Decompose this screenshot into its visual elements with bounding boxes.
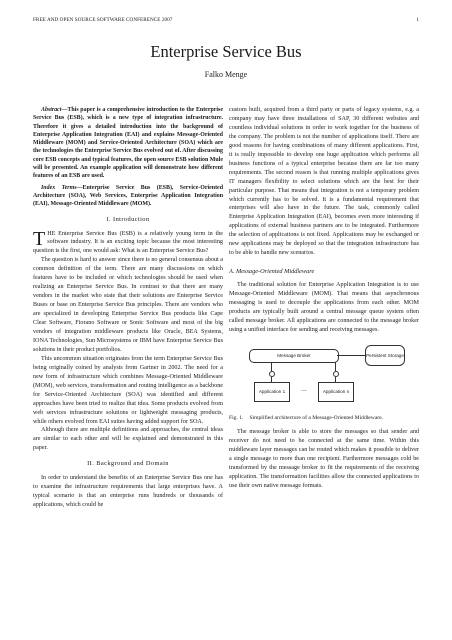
paper-title: Enterprise Service Bus [150, 42, 302, 61]
intro-paragraph-4: Although there are multiple definitions and approaches, the central ideas are similar to each other and will be explained and demonstrated in this paper. [33, 427, 223, 452]
abstract-label: Abstract [41, 107, 62, 113]
intro-paragraph-3: This uncommon situation originates from the term Enterprise Service Bus being originally coined by analysts from Gartner in 2002. The need for a new form of infrastructure which combines Message-Oriented Middleware (MOM), web services, transformation and routing intelligence as a backbone for Service-Oriented Architecture (SOA) was identified and different approaches have been tried to realize that idea. Some products evolved from web services infrastructure solutions or lightweight messaging products, while others evolved from EAI suites having added support for SOA. [33, 355, 223, 425]
intro-paragraph-1-text: HE Enterprise Service Bus (ESB) is a relatively young term in the software industry. It is an exciting topic because the most interesting question is the first, one would ask: What is an Enterprise Service Bus? [33, 230, 223, 255]
section-heading-background: II. Background and Domain [87, 460, 169, 468]
application-n-box: Application n [318, 382, 354, 402]
figure-caption-text: Simplified architecture of a Message-Oriented Middleware. [249, 414, 384, 421]
right-column [229, 106, 419, 491]
index-terms-label: Index Terms [41, 184, 77, 191]
intro-paragraph-2: The question is hard to answer since there is no general consensus about a common definition of the term. There are many discussions on which features have to be included or which technologies should be used when realizing an Enterprise Service Bus. In contrast to that there are many vendors in the market who state that their solutions are Enterprise Service Buses or base on Enterprise Service Bus principles. There are vendors who are specialized in developing Enterprise Service Bus products like Cape Clear Software, Fiorano Software or Sonic Software and most of the big vendors of integration middleware products like Oracle, BEA Systems, IONA Technologies, Sun Microsystems or IBM have Enterprise Service Bus solutions in their product portfolios. [33, 257, 223, 353]
drop-cap: T [33, 227, 46, 250]
conference-name: FREE AND OPEN SOURCE SOFTWARE CONFERENCE 2007 [33, 17, 173, 23]
abstract [33, 106, 223, 181]
index-terms [33, 184, 223, 209]
section-heading-introduction: I. Introduction [106, 215, 150, 223]
ellipsis-dots: ... [301, 385, 307, 393]
application-1-box: Application 1 [254, 382, 290, 402]
persistent-storage-box: Persistent Storage [365, 345, 405, 366]
message-broker-box: Message Broker [249, 349, 339, 363]
author-name: Falko Menge [204, 70, 248, 79]
broker-storage-connector [337, 355, 365, 356]
intro-paragraph-1 [33, 227, 223, 257]
figure-mom-architecture [229, 343, 419, 413]
appn-connector-line [335, 362, 336, 371]
index-terms-text: —Enterprise Service Bus (ESB), Service-Oriented Architecture (SOA), Web Services, Enterprise Application Integration (EAI), Message-Oriented Middleware (MOM). [33, 184, 223, 208]
running-header [33, 17, 419, 25]
page-number: 1 [416, 17, 419, 23]
abstract-text: —This paper is a comprehensive introduction to the Enterprise Service Bus (ESB), which is a new type of integration infrastructure. Therefore it gives a detailed introduction into the background of Enterprise Application Integration (EAI) and explains Message-Oriented Middleware (MOM) and Service-Oriented Architecture (SOA) which are the technologies the Enterprise Service Bus evolved out of. After discussing core ESB concepts and typical features, the open source ESB solution Mule will be presented. An example application will demonstrate how different features of an ESB are used. [33, 107, 223, 180]
background-paragraph-continued: custom built, acquired from a third party or parts of legacy systems, e.g. a company may have three installations of SAP, 30 different websites and countless individual solutions in order to work together for the business of the company. The problem is not the number of applications itself. There are good reasons for having combinations of many different applications. First, it is really impossible to develop one huge application which performs all business functions of a typical enterprise because there are far too many requirements. The second reason is that running multiple applications gives IT managers flexibility to select solutions which are the best for their particular purpose. That means that integration is not a temporary problem which currently has to be solved. It is a fundamental requirement that enterprises will also have in the future. The task, commonly called Enterprise Application Integration (EAI), becomes even more interesting if applications of external business partners are to be integrated. Furthermore the selection of applications is not fixed. Applications may be exchanged or new applications may be deployed so that the integration infrastructure has to be able to handle new scenarios. [229, 107, 419, 257]
mom-paragraph-2: The message broker is able to store the messages so that sender and receiver do not need to be connected at the same time. Within this middleware layer messages can be routed which makes it possible to deliver a single message to more than one recipient. Furthermore messages cold be transformed by the message broker to fit the requirements of the receiving application. The transformation facilities allow the connected applications to use their own native message formats. [229, 429, 419, 490]
subsection-heading-mom: A. Message-Oriented Middleware [229, 268, 315, 276]
mom-paragraph-1: The traditional solution for Enterprise Application Integration is to use Message-Oriented Middleware (MOM). That means that asynchronous messaging is used to decouple the applications from each other. MOM products are typically built around a central message queue system often called message broker. All applications are connected to the message broker using a unified interface for sending and receiving messages. [229, 282, 419, 333]
background-paragraph-1: In order to understand the benefits of an Enterprise Service Bus one has to examine the infrastructure requirements that large enterprises have. A typical scenario is that an enterprise runs hundreds or thousands of applications, which could be [33, 475, 223, 509]
app1-connector-line [271, 362, 272, 371]
figure-caption-label: Fig. 1. [229, 414, 244, 421]
figure-caption [229, 415, 419, 423]
left-column [33, 106, 223, 510]
